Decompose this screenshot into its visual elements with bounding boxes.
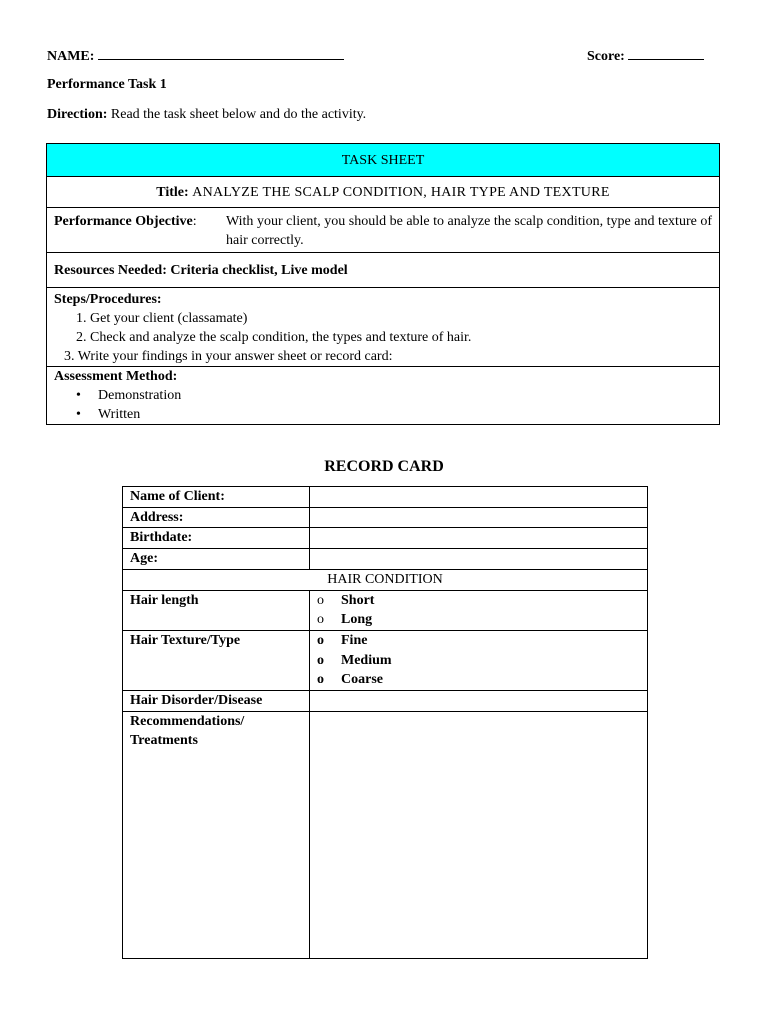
assessment-cell bbox=[47, 367, 720, 425]
score-line bbox=[587, 47, 704, 65]
option-label: Coarse bbox=[341, 672, 383, 688]
assessment-text: Written bbox=[98, 407, 141, 422]
age-label: Age: bbox=[123, 549, 310, 570]
recommendations-cell bbox=[123, 711, 310, 958]
step-item: 1. Get your client (classamate) bbox=[76, 311, 248, 326]
task-sheet-table bbox=[46, 143, 720, 425]
objective-label-wrap: Performance Objective: bbox=[54, 214, 197, 229]
task-title bbox=[47, 177, 720, 208]
option-short[interactable] bbox=[317, 591, 640, 611]
birthdate-field[interactable] bbox=[310, 528, 648, 549]
step-item: 2. Check and analyze the scalp condition, the types and texture of hair. bbox=[76, 330, 472, 345]
option-fine[interactable] bbox=[317, 631, 640, 651]
objective-cell bbox=[47, 208, 720, 253]
task-title-text: ANALYZE THE SCALP CONDITION, HAIR TYPE AND TEXTURE bbox=[192, 184, 610, 200]
name-blank[interactable] bbox=[98, 47, 344, 60]
treatments-label: Treatments bbox=[130, 733, 198, 749]
option-long[interactable] bbox=[317, 610, 640, 630]
task-sheet-heading: TASK SHEET bbox=[47, 144, 720, 177]
steps-label: Steps/Procedures: bbox=[54, 292, 162, 307]
task-title-label: Title: bbox=[156, 184, 189, 200]
recommendations-label: Recommendations/ bbox=[130, 713, 245, 729]
resources-needed: Resources Needed: Criteria checklist, Live model bbox=[47, 253, 720, 288]
name-line bbox=[47, 47, 344, 65]
steps-cell bbox=[47, 288, 720, 367]
hair-texture-options bbox=[310, 630, 648, 690]
assessment-text: Demonstration bbox=[98, 388, 182, 403]
record-card-table bbox=[122, 486, 648, 959]
score-blank[interactable] bbox=[628, 47, 704, 60]
step-item: 3. Write your findings in your answer sheet or record card: bbox=[64, 349, 393, 364]
client-name-field[interactable] bbox=[310, 487, 648, 508]
direction-label: Direction: bbox=[47, 107, 108, 122]
option-marker-icon: o bbox=[317, 632, 324, 648]
bullet-icon: • bbox=[76, 388, 81, 403]
hair-length-options bbox=[310, 590, 648, 630]
address-field[interactable] bbox=[310, 507, 648, 528]
option-coarse[interactable] bbox=[317, 670, 640, 690]
direction-line bbox=[47, 107, 366, 123]
option-label: Short bbox=[341, 592, 375, 608]
objective-text: With your client, you should be able to analyze the scalp condition, type and texture of hair correctly. bbox=[226, 214, 712, 248]
address-label: Address: bbox=[123, 507, 310, 528]
option-marker-icon: o bbox=[317, 592, 324, 608]
option-label: Fine bbox=[341, 632, 368, 648]
option-label: Medium bbox=[341, 652, 392, 668]
hair-disorder-label: Hair Disorder/Disease bbox=[123, 691, 310, 712]
birthdate-label: Birthdate: bbox=[123, 528, 310, 549]
assessment-item bbox=[54, 386, 712, 405]
option-label: Long bbox=[341, 612, 373, 628]
option-marker-icon: o bbox=[317, 672, 324, 688]
record-card-title: RECORD CARD bbox=[324, 458, 444, 475]
objective-label: Performance Objective bbox=[54, 214, 193, 229]
assessment-label: Assessment Method: bbox=[54, 369, 178, 384]
name-label: NAME: bbox=[47, 49, 95, 64]
recommendations-field[interactable] bbox=[310, 711, 648, 958]
task-label: Performance Task 1 bbox=[47, 77, 167, 92]
client-name-label: Name of Client: bbox=[123, 487, 310, 508]
option-marker-icon: o bbox=[317, 652, 324, 668]
option-marker-icon: o bbox=[317, 612, 324, 628]
hair-condition-heading: HAIR CONDITION bbox=[123, 569, 648, 590]
hair-length-label: Hair length bbox=[123, 590, 310, 630]
hair-texture-label: Hair Texture/Type bbox=[123, 630, 310, 690]
direction-text: Read the task sheet below and do the activity. bbox=[110, 107, 367, 122]
hair-disorder-field[interactable] bbox=[310, 691, 648, 712]
age-field[interactable] bbox=[310, 549, 648, 570]
option-medium[interactable] bbox=[317, 651, 640, 671]
score-label: Score: bbox=[587, 49, 625, 64]
bullet-icon: • bbox=[76, 407, 81, 422]
assessment-item bbox=[54, 405, 712, 424]
